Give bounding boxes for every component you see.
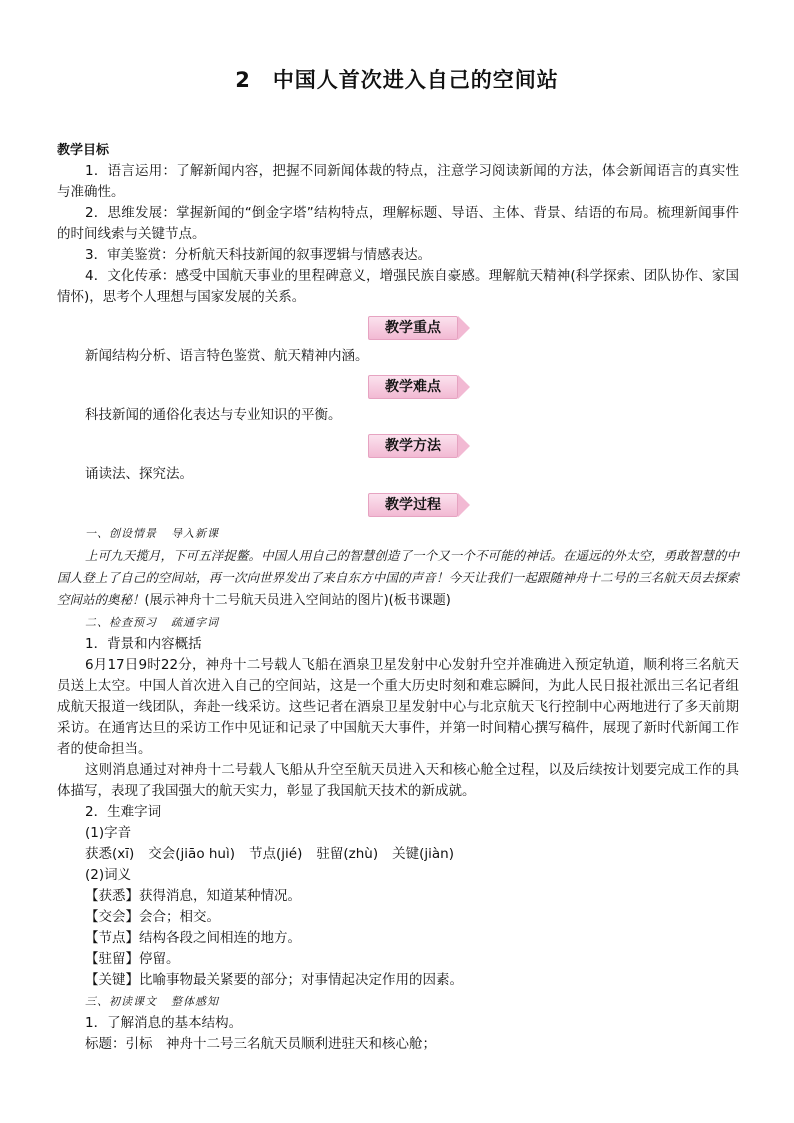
definition-item: 【交会】会合；相交。 [85,909,220,925]
intro-handwritten: 上可九天揽月，下可五洋捉鳖。中国人用自己的智慧创造了一个又一个不可能的神话。在遥远的外太空，勇敢智慧的中国人登上了自己的空间站，再一次向世界发出了来自东方中国的声音！今天让我们一起跟随神舟十二号的三名航天员去探索空间站的奥秘！ [57,548,739,607]
content [57,140,739,1055]
section-2-title: 疏通字词 [171,616,219,629]
difficulties-badge-row [57,371,739,403]
pinyin-row [57,844,739,865]
section-3-heading [57,991,739,1013]
background-paragraph: 6月17日9时22分，神舟十二号载人飞船在酒泉卫星发射中心发射升空并准确进入预定轨道，顺利将三名航天员送上太空。中国人首次进入自己的空间站，这是一个重大历史时刻和难忘瞬间，为此人民日报社派出三名记者组成航天报道一线团队，奔赴一线采访。这些记者在酒泉卫星发射中心与北京航天飞行控制中心两地进行了多天前期采访。在通宵达旦的采访工作中见证和记录了中国航天大事件，并第一时间精心撰写稿件，展现了新时代新闻工作者的使命担当。 [57,657,739,757]
structure-subheading: 1．了解消息的基本结构。 [85,1015,243,1031]
definition-item: 【节点】结构各段之间相连的地方。 [85,930,301,946]
section-1-num: 一、创设情景 [85,527,157,540]
definition-item: 【关键】比喻事物最关紧要的部分；对事情起决定作用的因素。 [85,972,463,988]
objective-item: 4．文化传承：感受中国航天事业的里程碑意义，增强民族自豪感。理解航天精神(科学探索、团队协作、家国情怀)，思考个人理想与国家发展的关系。 [57,268,739,305]
lesson-title: 中国人首次进入自己的空间站 [272,68,559,92]
pinyin-item: 关键(jiàn) [392,846,454,862]
definition-item: 【获悉】获得消息，知道某种情况。 [85,888,301,904]
pronunciation-label: (1)字音 [85,825,132,841]
key-points-text: 新闻结构分析、语言特色鉴赏、航天精神内涵。 [85,348,369,364]
pinyin-item: 驻留(zhù) [316,846,379,862]
section-2-heading [57,612,739,634]
pinyin-item: 获悉(xī) [85,846,135,862]
objective-item: 1．语言运用：了解新闻内容，把握不同新闻体裁的特点，注意学习阅读新闻的方法，体会新闻语言的真实性与准确性。 [57,163,739,200]
section-2-num: 二、检查预习 [85,616,157,629]
background-subheading: 1．背景和内容概括 [85,636,202,652]
difficulties-text: 科技新闻的通俗化表达与专业知识的平衡。 [85,407,342,423]
process-badge: 教学过程 [368,493,458,517]
pinyin-item: 交会(jiāo huì) [148,846,236,862]
section-1-heading [57,523,739,545]
methods-text: 诵读法、探究法。 [85,466,193,482]
section-1-text [57,545,739,612]
section-3-title: 整体感知 [171,995,219,1008]
intro-tail: (展示神舟十二号航天员进入空间站的图片)(板书课题) [144,593,451,608]
vocab-subheading: 2．生难字词 [85,804,162,820]
page-title [0,64,794,94]
lesson-number: 2 [235,68,251,92]
meaning-label: (2)词义 [85,867,132,883]
summary-paragraph: 这则消息通过对神舟十二号载人飞船从升空至航天员进入天和核心舱全过程，以及后续按计划要完成工作的具体描写，表现了我国强大的航天实力，彰显了我国航天技术的新成就。 [57,762,739,799]
section-1-title: 导入新课 [171,527,219,540]
definition-item: 【驻留】停留。 [85,951,180,967]
difficulties-badge: 教学难点 [368,375,458,399]
objective-item: 2．思维发展：掌握新闻的“倒金字塔”结构特点，理解标题、导语、主体、背景、结语的布局。梳理新闻事件的时间线索与关键节点。 [57,205,739,242]
objective-item: 3．审美鉴赏：分析航天科技新闻的叙事逻辑与情感表达。 [85,247,432,263]
key-points-badge: 教学重点 [368,316,458,340]
section-3-num: 三、初读课文 [85,995,157,1008]
headline-line: 标题：引标 神舟十二号三名航天员顺利进驻天和核心舱； [85,1036,436,1052]
methods-badge-row [57,430,739,462]
methods-badge: 教学方法 [368,434,458,458]
process-badge-row [57,489,739,521]
pinyin-item: 节点(jié) [249,846,303,862]
key-points-badge-row [57,312,739,344]
objectives-heading: 教学目标 [57,143,110,158]
